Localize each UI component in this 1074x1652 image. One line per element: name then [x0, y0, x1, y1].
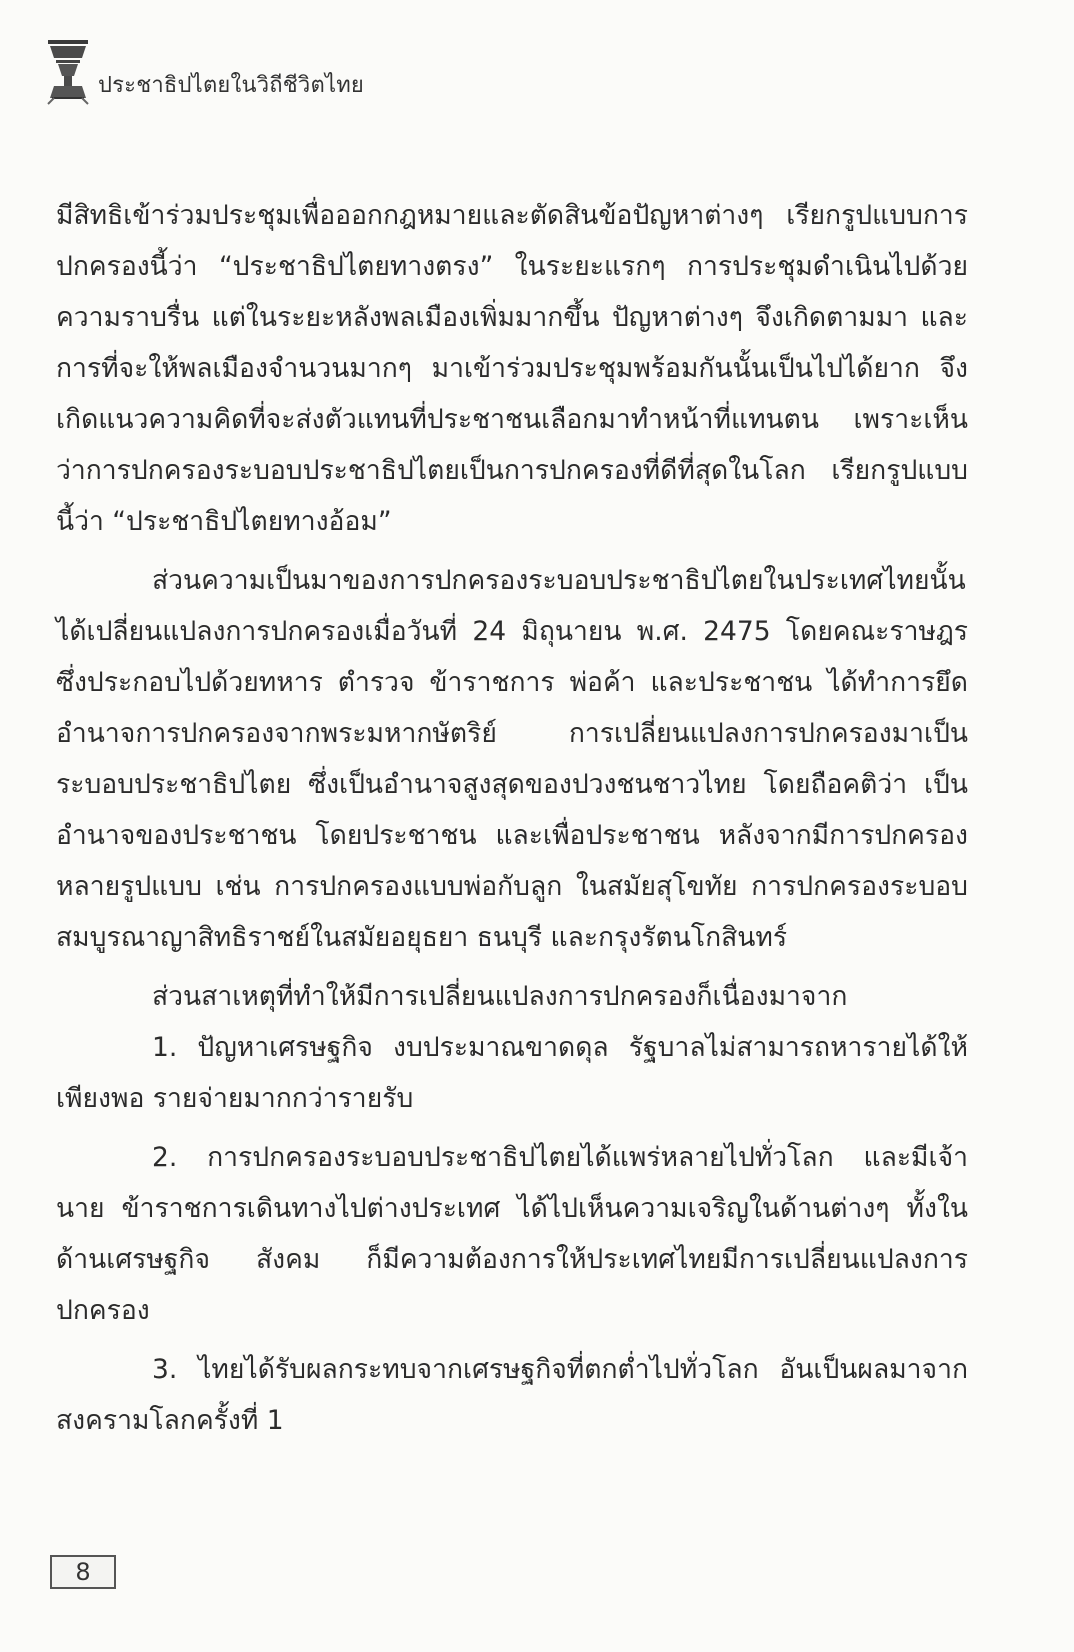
page-number: 8	[50, 1555, 116, 1589]
paragraph-history: ส่วนความเป็นมาของการปกครองระบอบประชาธิปไตยในประเทศไทยนั้น ได้เปลี่ยนแปลงการปกครองเมื่อวันที่ 24 มิถุนายน พ.ศ. 2475 โดยคณะราษฎร ซึ่งประกอบไปด้วยทหาร ตำรวจ ข้าราชการ พ่อค้า และประชาชน ได้ทำการยึดอำนาจการปกครองจากพระมหากษัตริย์ การเปลี่ยนแปลงการปกครองมาเป็นระบอบประชาธิปไตย ซึ่งเป็นอำนาจสูงสุดของปวงชนชาวไทย โดยถือคติว่า เป็นอำนาจของประชาชน โดยประชาชน และเพื่อประชาชน หลังจากมีการปกครองหลายรูปแบบ เช่น การปกครองแบบพ่อกับลูก ในสมัยสุโขทัย การปกครองระบอบสมบูรณาญาสิทธิราชย์ในสมัยอยุธยา ธนบุรี และกรุงรัตนโกสินทร์	[56, 565, 968, 953]
paragraph-causes-intro: ส่วนสาเหตุที่ทำให้มีการเปลี่ยนแปลงการปกครองก็เนื่องมาจาก	[152, 981, 848, 1012]
list-item-cause-2: 2. การปกครองระบอบประชาธิปไตยได้แพร่หลายไปทั่วโลก และมีเจ้านาย ข้าราชการเดินทางไปต่างประเทศ ได้ไปเห็นความเจริญในด้านต่างๆ ทั้งในด้านเศรษฐกิจ สังคม ก็มีความต้องการให้ประเทศไทยมีการเปลี่ยนแปลงการปกครอง	[56, 1142, 968, 1326]
paragraph-intro: มีสิทธิเข้าร่วมประชุมเพื่อออกกฎหมายและตัดสินข้อปัญหาต่างๆ เรียกรูปแบบการปกครองนี้ว่า “ประชาธิปไตยทางตรง” ในระยะแรกๆ การประชุมดำเนินไปด้วยความราบรื่น แต่ในระยะหลังพลเมืองเพิ่มมากขึ้น ปัญหาต่างๆ จึงเกิดตามมา และการที่จะให้พลเมืองจำนวนมากๆ มาเข้าร่วมประชุมพร้อมกันนั้นเป็นไปได้ยาก จึงเกิดแนวความคิดที่จะส่งตัวแทนที่ประชาชนเลือกมาทำหน้าที่แทนตน เพราะเห็นว่าการปกครองระบอบประชาธิปไตยเป็นการปกครองที่ดีที่สุดในโลก เรียกรูปแบบนี้ว่า “ประชาธิปไตยทางอ้อม”	[56, 200, 968, 537]
body-text	[56, 190, 968, 1446]
header-title: ประชาธิปไตยในวิถีชีวิตไทย	[98, 73, 365, 98]
list-item-cause-3: 3. ไทยได้รับผลกระทบจากเศรษฐกิจที่ตกต่ำไปทั่วโลก อันเป็นผลมาจากสงครามโลกครั้งที่ 1	[56, 1354, 968, 1436]
page-header	[44, 36, 364, 106]
phan-pedestal-icon	[44, 36, 92, 106]
list-item-cause-1: 1. ปัญหาเศรษฐกิจ งบประมาณขาดดุล รัฐบาลไม่สามารถหารายได้ให้เพียงพอ รายจ่ายมากกว่ารายรับ	[56, 1032, 968, 1114]
